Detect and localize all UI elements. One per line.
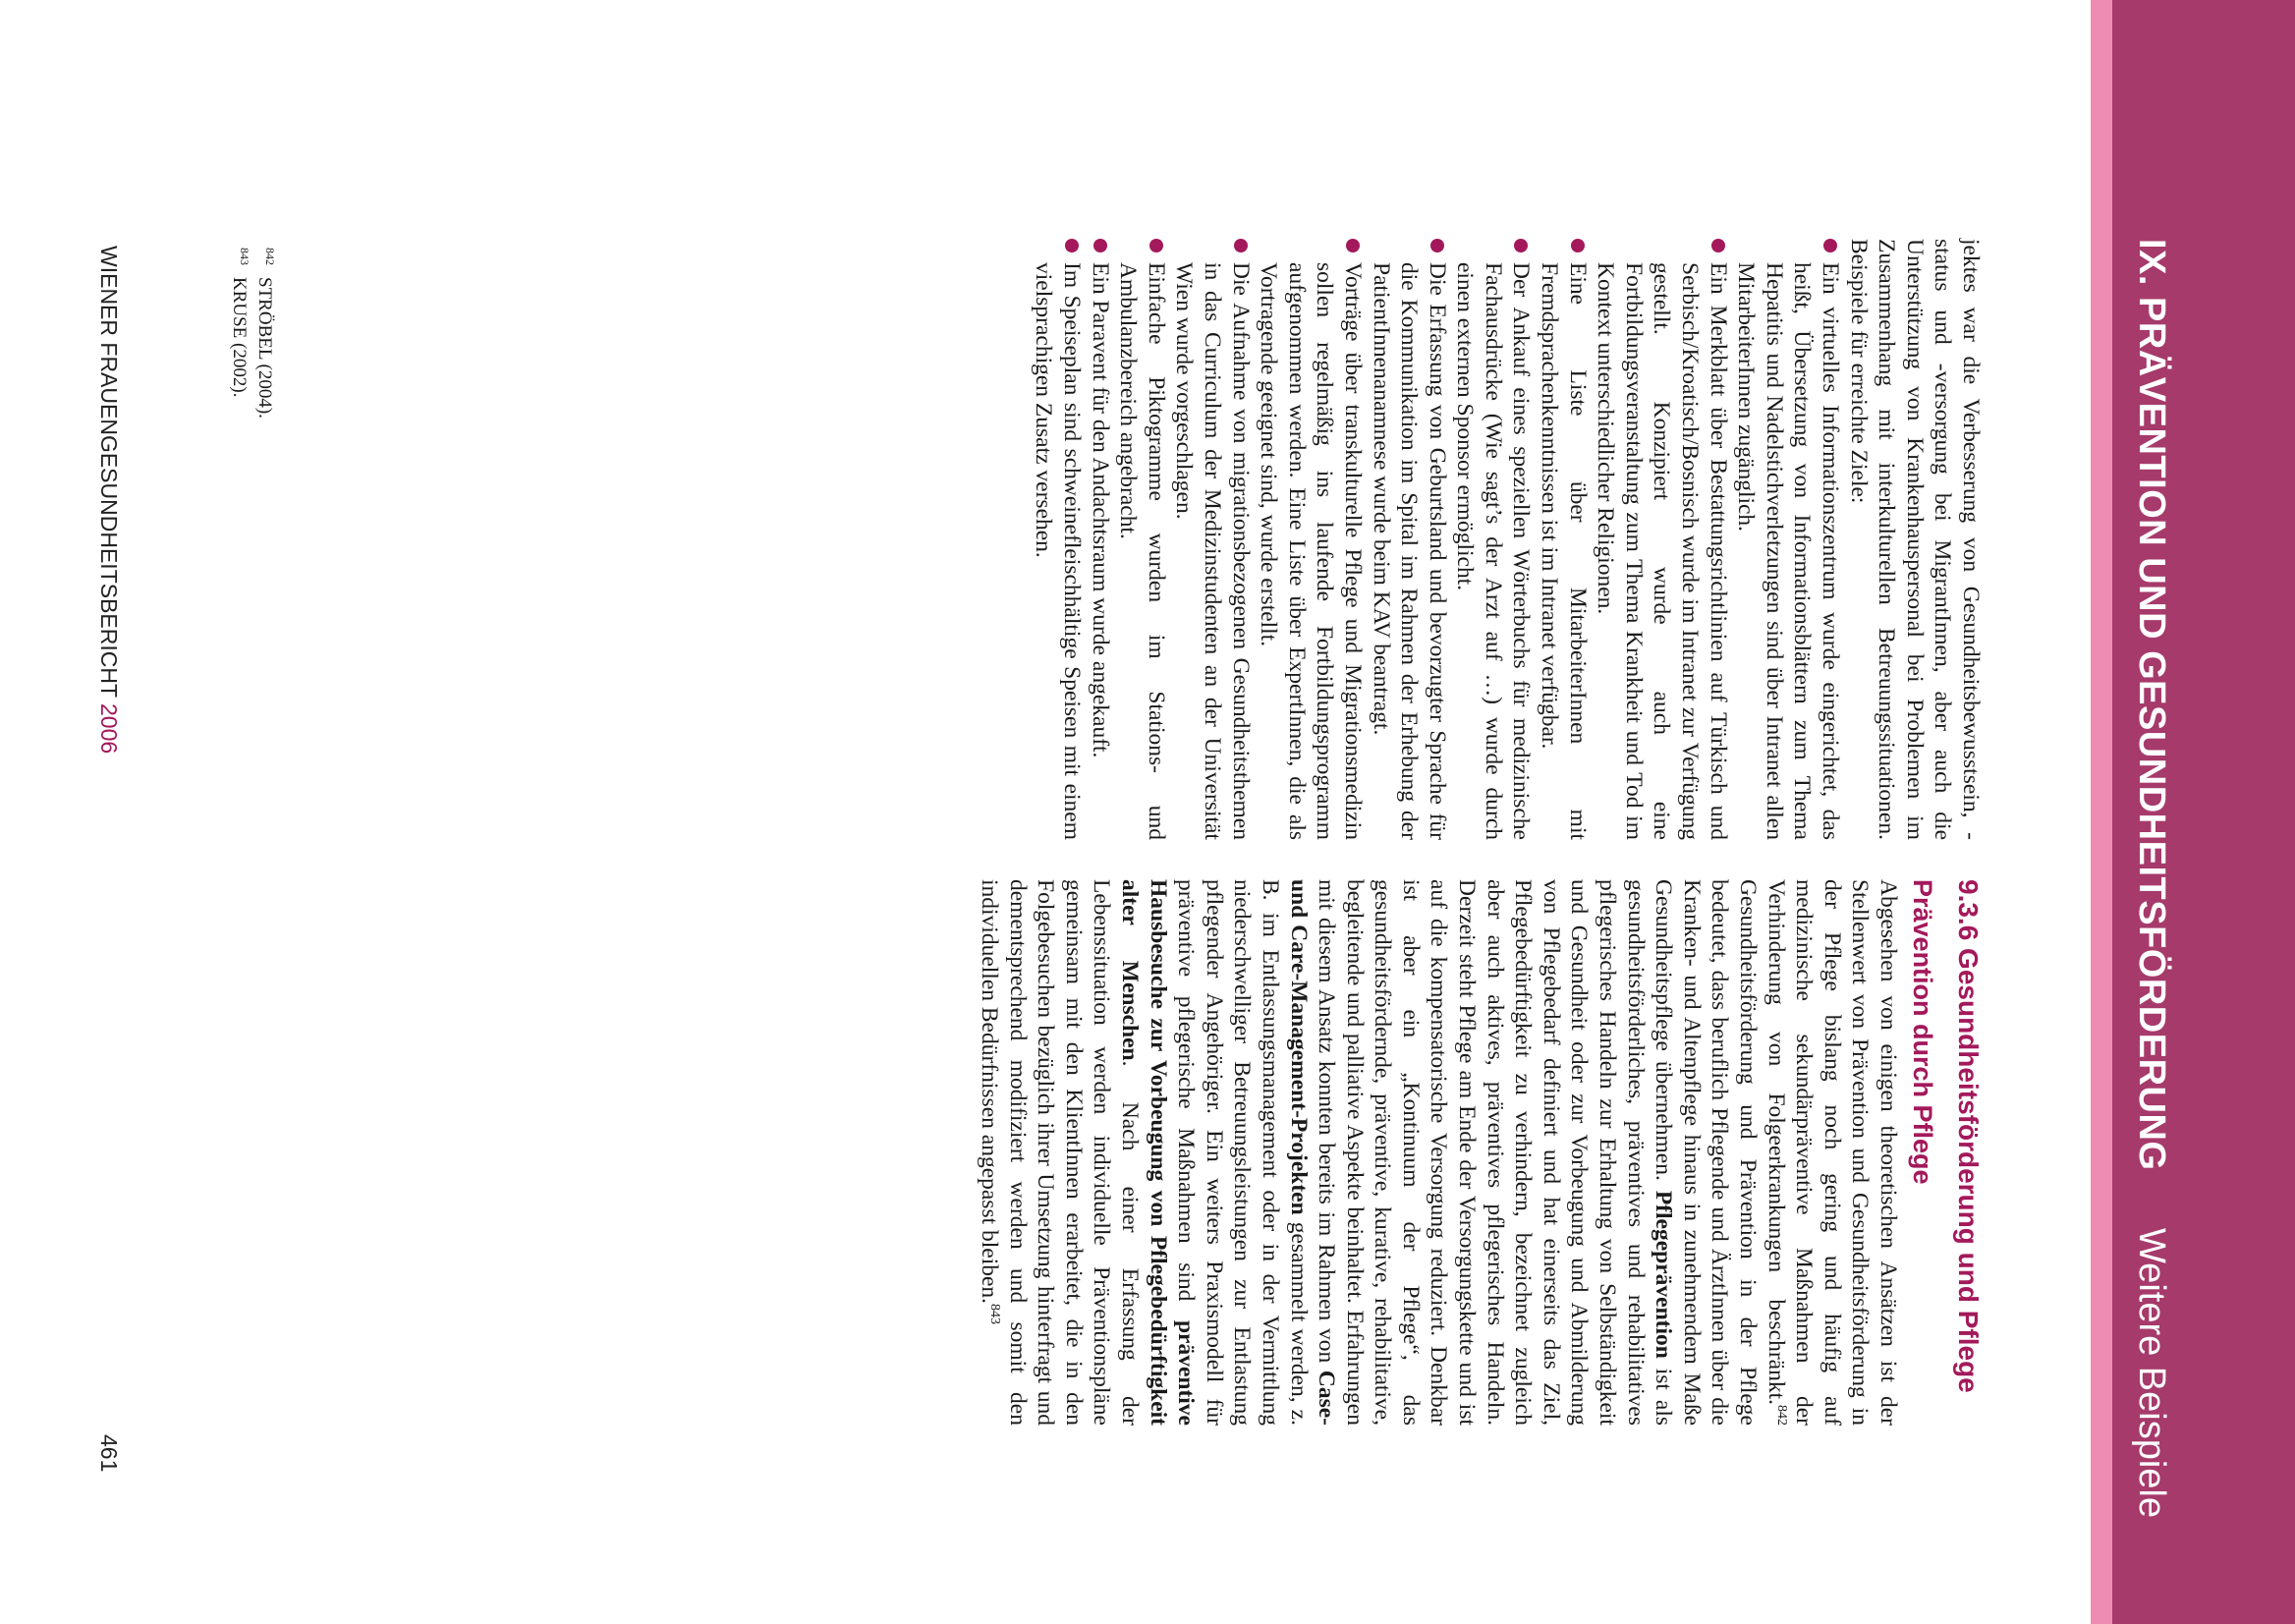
list-item: Der Ankauf eines speziellen Wörterbuchs für medizinische Fachausdrücke (Wie sagt’s der Arzt auf …) wurde durch einen externen Sponsor ermöglicht. [1451, 239, 1536, 840]
list-item: Die Erfassung von Geburtsland und bevorzugter Sprache für die Kommunikation im Spital im Rahmen der Erhebung der PatientInnenanamnese wurde beim KAV beantragt. [1367, 239, 1451, 840]
footer-year: 2006 [96, 703, 122, 755]
text-column-left [570, 239, 1985, 840]
text-column-right [977, 879, 1985, 1427]
list-item: Ein virtuelles Informationszentrum wurde eingerichtet, das heißt, Übersetzung von Informationsblättern zum Thema Hepatitis und Nadelstichverletzungen sind über Intranet allen MitarbeiterInnen zugänglich. [1732, 239, 1844, 840]
footnote-843: $^{843}$KRUSE (2002). [229, 248, 252, 398]
list-item: Vorträge über transkulturelle Pflege und Migrationsmedizin sollen regelmäßig ins laufende Fortbildungsprogramm aufgenommen werden. Eine Liste über ExpertInnen, die als Vortragende geeignet sind, wurde erstellt. [1255, 239, 1367, 840]
footer-report-title: WIENER FRAUENGESUNDHEITSBERICHT 2006 [96, 246, 122, 755]
section-heading: 9.3.6 Gesundheitsförderung und Pflege [1953, 879, 1984, 1393]
footnote-842: $^{842}$STRÖBEL (2004). [254, 248, 278, 419]
page-number: 461 [96, 1434, 122, 1473]
list-item: Ein Paravent für den Andachtsraum wurde angekauft. [1086, 239, 1114, 840]
footnotes [226, 248, 277, 419]
pink-accent-strip [2091, 0, 2112, 1624]
list-item: Ein Merkblatt über Bestattungsrichtlinien auf Türkisch und Serbisch/Kroatisch/Bosnisch wurde im Intranet zur Verfügung gestellt. Konzipiert wurde auch eine Fortbildungsveranstaltung zum Thema Krankheit und Tod im Kontext unterschiedlicher Religionen. [1592, 239, 1732, 840]
list-item: Die Aufnahme von migrationsbezogenen Gesundheitsthemen in das Curriculum der Medizinstudenten an der Universität Wien wurde vorgeschlagen. [1170, 239, 1255, 840]
intro-paragraph: jektes war die Verbesserung von Gesundheitsbewusstsein, -status und -versorgung bei MigrantInnen, aber auch die Unterstützung von Krankenhauspersonal bei Problemen im Zusammenhang mit interkulturellen Betreuungssituationen. Beispiele für erreichte Ziele: [1845, 239, 1984, 840]
list-item: Einfache Piktogramme wurden im Stations- und Ambulanzbereich angebracht. [1114, 239, 1170, 840]
list-item: Eine Liste über MitarbeiterInnen mit Fremdsprachenkenntnissen ist im Intranet verfügbar. [1536, 239, 1592, 840]
chapter-title: IX. PRÄVENTION UND GESUNDHEITSFÖRDERUNG [2131, 239, 2172, 1171]
footnote-ref[interactable]: 843 [986, 1304, 1002, 1325]
footnote-ref[interactable]: 842 [1773, 1405, 1789, 1426]
list-item: Im Speiseplan sind schweinefleischhältige Speisen mit einem vielsprachigen Zusatz versehen. [1030, 239, 1086, 840]
achievement-list [1030, 239, 1844, 840]
section-label: Weitere Beispiele [2131, 1228, 2172, 1519]
body-paragraph: Abgesehen von einigen theoretischen Ansätzen ist der Stellenwert von Prävention und Gesundheitsförderung in der Pflege bislang noch gering und häufig auf medizinische sekundärpräventive Maßnahmen der Verhinderung von Folgeerkrankungen beschränkt.$^{842}$ Gesundheitsförderung und Prävention in der Pflege bedeutet, dass beruflich Pflegende und ÄrztInnen über die Kranken- und Altenpflege hinaus in zunehmendem Maße Gesundheitspflege übernehmen. Pflegeprävention ist als gesundheitsförderliches, präventives und rehabilitatives pflegerisches Handeln zur Erhaltung von Selbständigkeit und Gesundheit oder zur Vorbeugung und Abmilderung von Pflegebedarf definiert und hat einerseits das Ziel, Pflegebedürftigkeit zu verhindern, bezeichnet zugleich aber auch aktives, präventives pflegerisches Handeln. Derzeit steht Pflege am Ende der Versorgungskette und ist auf die kompensatorische Versorgung reduziert. Denkbar ist aber ein „Kontinuum der Pflege“, das gesundheitsfördernde, präventive, kurative, rehabilitative, begleitende und palliative Aspekte beinhaltet. Erfahrungen mit diesem Ansatz konnten bereits im Rahmen von Case- und Care-Management-Projekten gesammelt werden, z. B. im Entlassungsmanagement oder in der Vermittlung niederschwelliger Betreuungsleistungen zur Entlastung pflegender Angehöriger. Ein weiters Praxismodell für präventive pflegerische Maßnahmen sind präventive Hausbesuche zur Vorbeugung von Pflegebedürftigkeit alter Menschen. Nach einer Erfassung der Lebenssituation werden individuelle Präventionspläne gemeinsam mit den KlientInnen erarbeitet, die in den Folgebesuchen bezüglich ihrer Umsetzung hinterfragt und dementsprechend modifiziert werden und somit den individuellen Bedürfnissen angepasst bleiben.$^{843}$ [977, 879, 1901, 1427]
sub-heading: Prävention durch Pflege [1908, 879, 1937, 1185]
